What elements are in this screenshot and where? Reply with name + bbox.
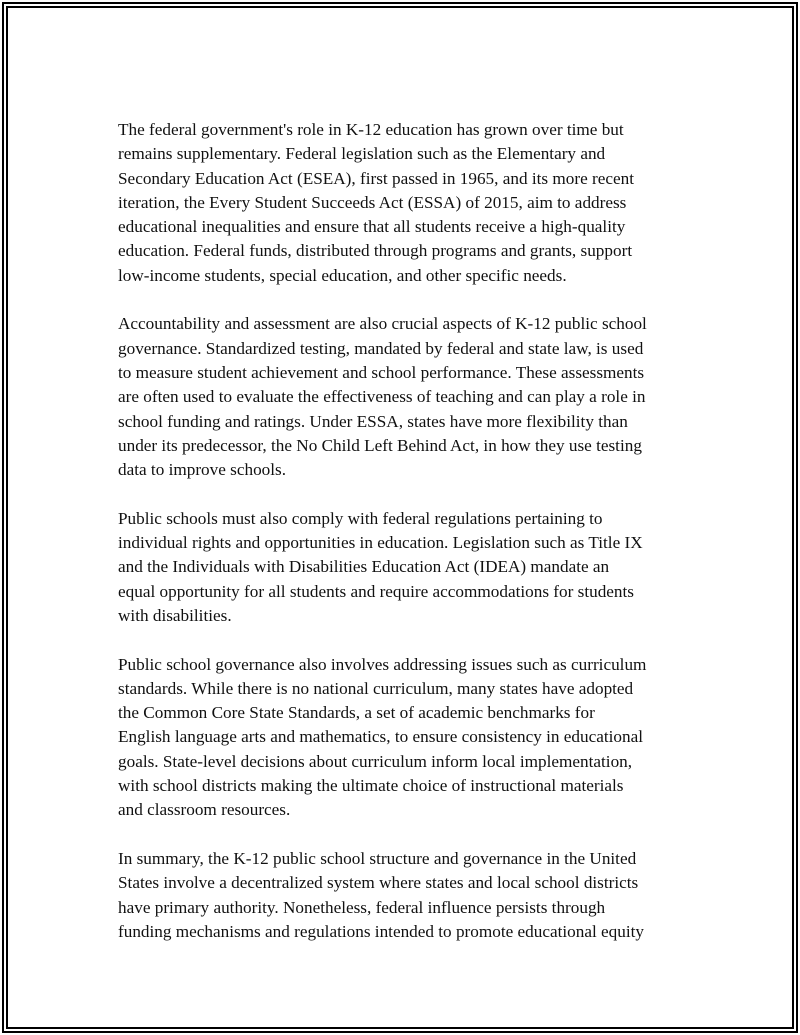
document-body — [118, 118, 690, 968]
paragraph-federal-regulations: Public schools must also comply with federal regulations pertaining to individual rights and opportunities in education. Legislation such as Title IX and the Individuals with Disabilities Education Act (IDEA) mandate an equal opportunity for all students and require accommodations for students with disabilities. — [118, 508, 643, 625]
paragraph-curriculum-standards: Public school governance also involves addressing issues such as curriculum standards. While there is no national curriculum, many states have adopted the Common Core State Standards, a set of academic benchmarks for English language arts and mathematics, to ensure consistency in educational goals. State-level decisions about curriculum inform local implementation, with school districts making the ultimate choice of instructional materials and classroom resources. — [118, 654, 647, 820]
paragraph-federal-role: The federal government's role in K-12 education has grown over time but remains supplementary. Federal legislation such as the Elementary and Secondary Education Act (ESEA), first passed in 1965, and its more recent iteration, the Every Student Succeeds Act (ESSA) of 2015, aim to address educational inequalities and ensure that all students receive a high-quality education. Federal funds, distributed through programs and grants, support low-income students, special education, and other specific needs. — [118, 120, 634, 285]
paragraph-summary: In summary, the K-12 public school structure and governance in the United States involve a decentralized system where states and local school districts have primary authority. Nonetheless, federal influence persists through funding mechanisms and regulations intended to promote educational equity — [118, 848, 644, 941]
paragraph-accountability: Accountability and assessment are also crucial aspects of K-12 public school governance. Standardized testing, mandated by federal and state law, is used to measure student achievement and school performance. These assessments are often used to evaluate the effectiveness of teaching and can play a role in school funding and ratings. Under ESSA, states have more flexibility than under its predecessor, the No Child Left Behind Act, in how they use testing data to improve schools. — [118, 314, 647, 480]
